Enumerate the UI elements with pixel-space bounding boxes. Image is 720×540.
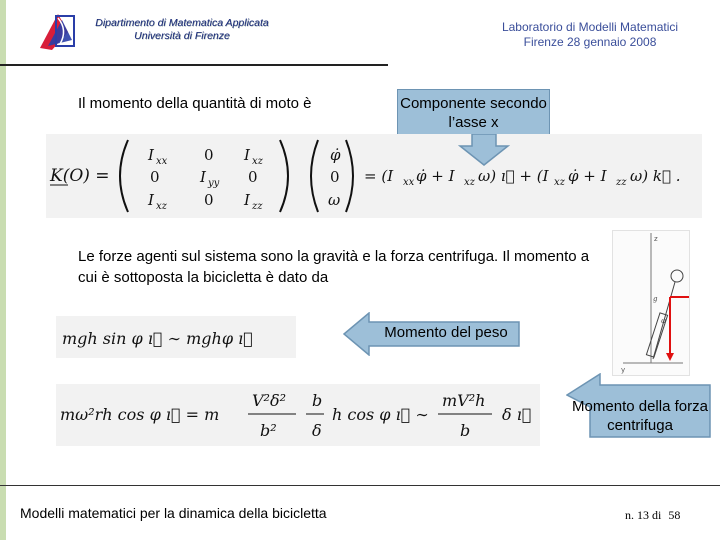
svg-text:δ: δ (312, 421, 322, 440)
svg-text:0: 0 (248, 168, 258, 186)
svg-text:= (I: = (I (364, 167, 394, 185)
department-line-1: Dipartimento di Matematica Applicata (95, 17, 269, 29)
svg-text:0: 0 (204, 191, 214, 209)
centrifugal-moment-formula-graphic (56, 384, 540, 446)
svg-text:b: b (312, 391, 323, 410)
svg-text:0: 0 (330, 168, 340, 186)
department-line-2: Università di Firenze (134, 30, 230, 42)
axis-y-label: y (621, 366, 626, 374)
svg-text:b²: b² (260, 421, 277, 440)
svg-text:xz: xz (464, 177, 475, 188)
svg-text:K(O) =: K(O) = (50, 166, 110, 186)
svg-text:I: I (244, 146, 250, 164)
page-number-prefix: n. 13 di (625, 508, 662, 522)
department-name (82, 17, 282, 43)
page-number (625, 508, 680, 523)
svg-text:φ̇ + I: φ̇ + I (568, 167, 607, 185)
bicycle-tilt-diagram (612, 230, 690, 376)
lab-name: Laboratorio di Modelli Matematici (501, 20, 679, 34)
momentum-intro-text: Il momento della quantità di moto è (78, 95, 312, 112)
svg-text:I: I (148, 146, 154, 164)
weight-moment-label: Momento del peso (384, 324, 508, 341)
svg-text:ω) ı⃗ + (I: ω) ı⃗ + (I (478, 167, 549, 185)
svg-text:I: I (148, 191, 154, 209)
svg-text:mgh sin φ ı⃗ ∼ mghφ ı⃗: mgh sin φ ı⃗ ∼ mghφ ı⃗ (62, 329, 253, 348)
presentation-title: Modelli matematici per la dinamica della bicicletta (20, 505, 327, 521)
svg-text:φ̇ + I: φ̇ + I (416, 167, 455, 185)
svg-text:I: I (200, 168, 206, 186)
centrifugal-moment-formula (56, 384, 540, 446)
svg-text:0: 0 (204, 146, 214, 164)
left-accent-bar (0, 0, 6, 540)
svg-text:zz: zz (616, 177, 627, 188)
svg-text:I: I (244, 191, 250, 209)
lab-header (470, 20, 710, 50)
svg-text:xz: xz (252, 156, 263, 167)
svg-text:b: b (460, 421, 471, 440)
svg-text:ω: ω (328, 191, 341, 209)
svg-text:mω²rh cos φ ı⃗ = m: mω²rh cos φ ı⃗ = m (60, 405, 220, 424)
svg-text:xx: xx (403, 177, 415, 188)
axis-z-label: z (654, 235, 658, 243)
svg-text:mV²h: mV²h (442, 391, 486, 410)
svg-text:φ̇: φ̇ (330, 146, 341, 164)
svg-text:yy: yy (208, 178, 220, 189)
svg-text:V²δ²: V²δ² (252, 391, 287, 410)
bicycle-tilt-graphic (613, 231, 689, 375)
header-divider (0, 64, 388, 66)
footer-divider (0, 485, 720, 486)
svg-text:h cos φ ı⃗ ∼: h cos φ ı⃗ ∼ (332, 405, 429, 424)
svg-text:xz: xz (554, 177, 565, 188)
svg-text:xx: xx (156, 156, 168, 167)
center-of-mass-label: g (653, 295, 658, 303)
university-logo (38, 10, 78, 52)
lab-date: Firenze 28 gennaio 2008 (523, 35, 657, 49)
svg-text:ω) k⃗ .: ω) k⃗ . (630, 167, 681, 185)
forces-paragraph: Le forze agenti sul sistema sono la gravità e la forza centrifuga. Il momento a cui è sottoposta la bicicletta è dato da (78, 248, 590, 286)
centrifugal-moment-label: Momento della forza centrifuga (572, 398, 708, 434)
tilt-angle-label: φ (661, 317, 666, 325)
page-total: 58 (668, 508, 681, 522)
svg-text:δ ı⃗: δ ı⃗ (502, 405, 532, 424)
angular-momentum-formula-graphic (46, 134, 702, 218)
svg-text:zz: zz (252, 201, 263, 212)
weight-moment-formula (56, 316, 296, 358)
svg-text:0: 0 (150, 168, 160, 186)
x-axis-component-label: Componente secondo l’asse x (400, 95, 547, 131)
angular-momentum-formula (46, 134, 702, 218)
weight-moment-formula-graphic (56, 316, 296, 358)
down-arrow-icon (458, 134, 510, 166)
svg-text:xz: xz (156, 201, 167, 212)
